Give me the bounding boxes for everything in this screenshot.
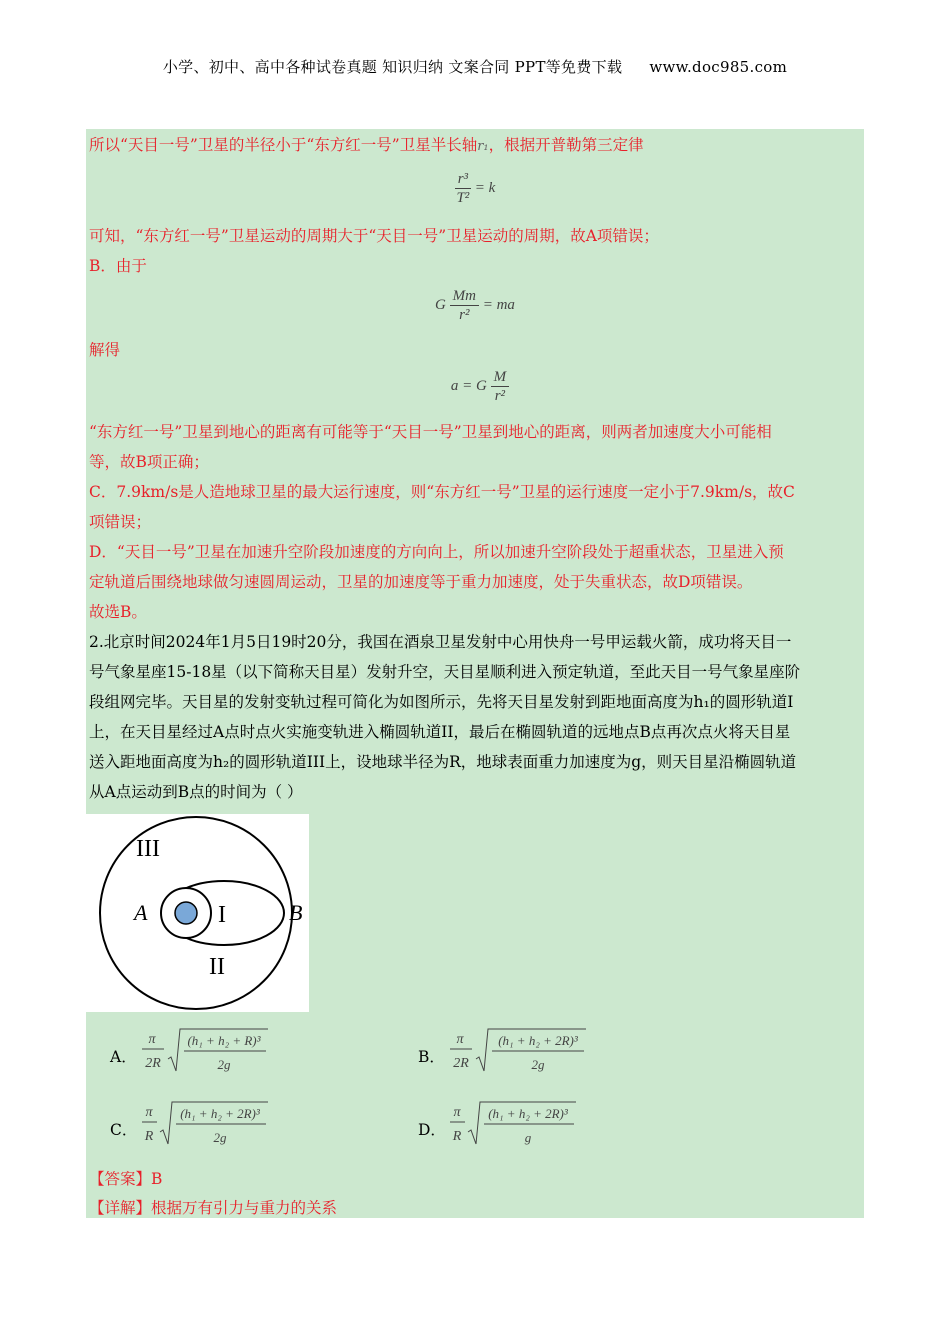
svg-text:π: π	[456, 1032, 464, 1047]
svg-text:(h₁ + h₂ + 2R)³: (h₁ + h₂ + 2R)³	[488, 1106, 568, 1121]
header-text: 小学、初中、高中各种试卷真题 知识归纳 文案合同 PPT等免费下载	[162, 58, 623, 76]
svg-text:π: π	[148, 1032, 156, 1047]
equation-gravity: G $\frac{Mm}{\text{r²}}$ = ma	[435, 288, 515, 323]
svg-text:R: R	[452, 1129, 462, 1144]
svg-text:g: g	[524, 1130, 532, 1145]
svg-text:2g: 2g	[213, 1130, 227, 1145]
label-I: I	[218, 902, 226, 928]
answer-line: 【答案】B	[89, 1170, 163, 1188]
label-III: III	[136, 836, 160, 862]
svg-text:2g: 2g	[531, 1057, 545, 1072]
svg-text:(h₁ + h₂ + 2R)³: (h₁ + h₂ + 2R)³	[498, 1033, 578, 1048]
question-line-4: 上，在天目星经过A点时点火实施变轨进入椭圆轨道II，最后在椭圆轨道的远地点B点再次点火将天目星	[89, 723, 791, 741]
equation-acceleration: a = G $\frac{M}{\text{r²}}$	[440, 368, 520, 405]
text-line-1: 所以“天目一号”卫星的半径小于“东方红一号”卫星半长轴r₁，根据开普勒第三定律	[89, 136, 644, 154]
header-url[interactable]: www.doc985.com	[649, 58, 788, 76]
option-B-label[interactable]: B．	[418, 1048, 445, 1066]
text-line-6: 等，故B项正确；	[89, 453, 209, 471]
option-D-svg	[448, 1098, 598, 1150]
svg-text:2R: 2R	[453, 1056, 469, 1071]
question-line-2: 号气象星座15-18星（以下简称天目星）发射升空，天目星顺利进入预定轨道，至此天目一号气象星座阶	[89, 663, 801, 681]
option-C-formula[interactable]	[140, 1098, 290, 1155]
option-C-label[interactable]: C．	[110, 1121, 138, 1139]
label-A: A	[134, 900, 148, 925]
question-line-6: 从A点运动到B点的时间为（ ）	[89, 783, 303, 801]
text-line-10: 定轨道后围绕地球做匀速圆周运动，卫星的加速度等于重力加速度，处于失重状态，故D项错误。	[89, 573, 753, 591]
option-B-formula[interactable]	[448, 1025, 598, 1082]
svg-text:(h₁ + h₂ + 2R)³: (h₁ + h₂ + 2R)³	[180, 1106, 260, 1121]
svg-text:π: π	[145, 1105, 153, 1120]
option-B-svg	[448, 1025, 598, 1077]
svg-text:π: π	[453, 1105, 461, 1120]
option-A-formula[interactable]	[140, 1025, 280, 1082]
earth-icon	[175, 902, 197, 924]
detail-line: 【详解】根据万有引力与重力的关系	[89, 1199, 338, 1217]
text-line-7: C．7.9km/s是人造地球卫星的最大运行速度，则“东方红一号”卫星的运行速度一定小于7.9km/s，故C	[89, 483, 795, 501]
text-line-11: 故选B。	[89, 603, 147, 621]
svg-text:2g: 2g	[217, 1057, 231, 1072]
orbit-diagram-svg	[86, 814, 309, 1012]
option-A-label[interactable]: A．	[110, 1048, 137, 1066]
label-B: B	[289, 900, 303, 925]
option-D-formula[interactable]	[448, 1098, 598, 1155]
equation-kepler: $\frac{\text{r³}}{\text{T²}}$ = k	[456, 171, 496, 206]
svg-text:R: R	[144, 1129, 154, 1144]
svg-text:(h₁ + h₂ + R)³: (h₁ + h₂ + R)³	[187, 1033, 261, 1048]
text-line-8: 项错误；	[89, 513, 152, 531]
option-D-label[interactable]: D．	[418, 1121, 446, 1139]
text-line-9: D．“天目一号”卫星在加速升空阶段加速度的方向向上，所以加速升空阶段处于超重状态，卫星进入预	[89, 543, 784, 561]
orbit-diagram	[86, 814, 309, 1012]
text-line-4: 解得	[89, 341, 121, 359]
text-line-5: “东方红一号”卫星到地心的距离有可能等于“天目一号”卫星到地心的距离，则两者加速度大小可能相	[89, 423, 772, 441]
page-header	[0, 56, 950, 77]
option-C-svg	[140, 1098, 290, 1150]
question-line-1: 2.北京时间2024年1月5日19时20分，我国在酒泉卫星发射中心用快舟一号甲运载火箭，成功将天目一	[89, 633, 792, 651]
label-II: II	[209, 954, 225, 980]
text-line-3: B．由于	[89, 257, 147, 275]
svg-text:2R: 2R	[145, 1056, 161, 1071]
question-line-5: 送入距地面高度为h₂的圆形轨道III上，设地球半径为R，地球表面重力加速度为g，则天目星沿椭圆轨道	[89, 753, 797, 771]
text-line-2: 可知，“东方红一号”卫星运动的周期大于“天目一号”卫星运动的周期，故A项错误；	[89, 227, 659, 245]
option-A-svg	[140, 1025, 280, 1077]
question-line-3: 段组网完毕。天目星的发射变轨过程可简化为如图所示，先将天目星发射到距地面高度为h₁的圆形轨道I	[89, 693, 794, 711]
